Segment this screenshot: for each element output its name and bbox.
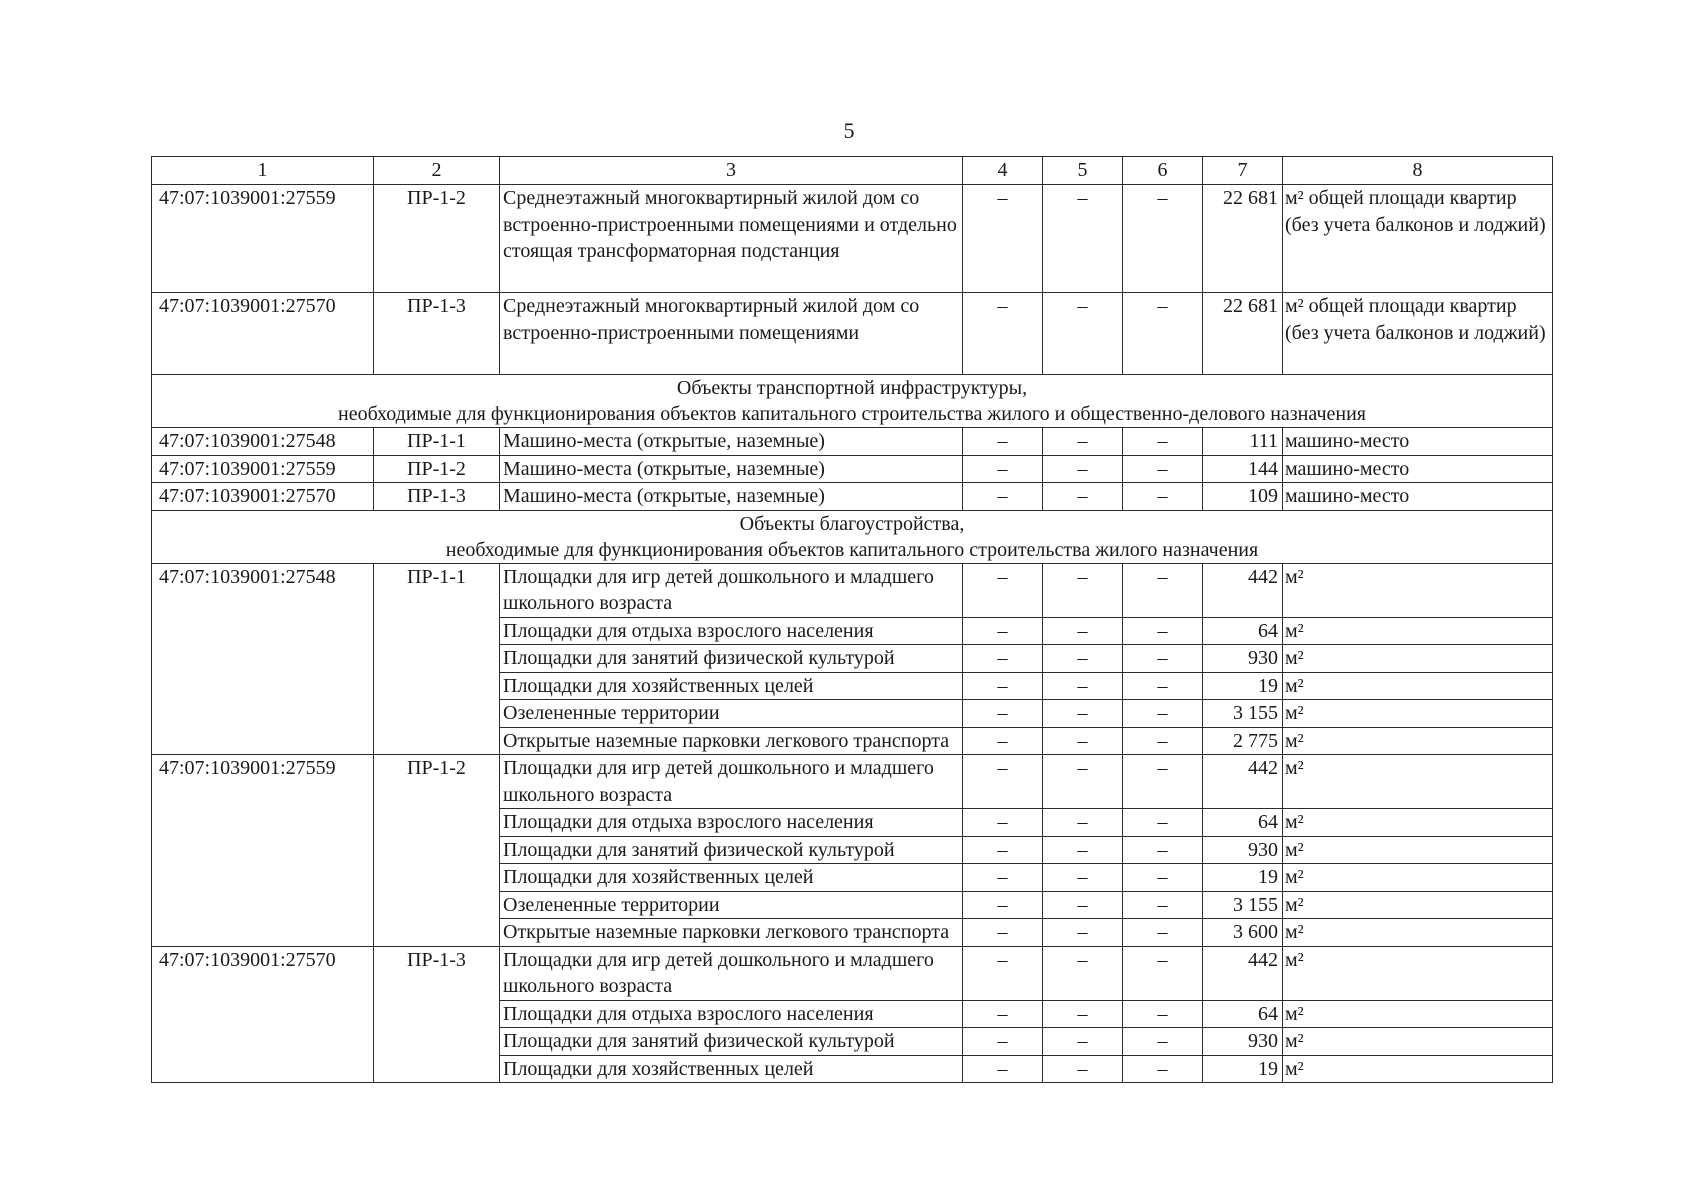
capacity-value: 930: [1203, 645, 1283, 673]
column-header: 1: [152, 157, 374, 185]
unit-of-measure: м²: [1283, 1000, 1553, 1028]
column-6-value: –: [1123, 645, 1203, 673]
capacity-value: 22 681: [1203, 185, 1283, 293]
zone-code: ПР-1-1: [374, 563, 500, 755]
unit-of-measure: м²: [1283, 727, 1553, 755]
zone-code: ПР-1-3: [374, 946, 500, 1083]
column-4-value: –: [963, 185, 1043, 293]
unit-of-measure: м²: [1283, 1055, 1553, 1083]
unit-of-measure: м² общей площади квартир (без учета балконов и лоджий): [1283, 185, 1553, 293]
zone-code: ПР-1-2: [374, 455, 500, 483]
section-title: Объекты благоустройства,: [739, 512, 965, 535]
column-4-value: –: [963, 428, 1043, 456]
capacity-value: 442: [1203, 563, 1283, 617]
column-5-value: –: [1043, 809, 1123, 837]
column-4-value: –: [963, 700, 1043, 728]
column-5-value: –: [1043, 700, 1123, 728]
capacity-value: 19: [1203, 1055, 1283, 1083]
capacity-value: 19: [1203, 672, 1283, 700]
table-row: [152, 946, 1553, 1000]
section-title: Объекты транспортной инфраструктуры,: [676, 377, 1028, 399]
column-4-value: –: [963, 455, 1043, 483]
column-4-value: –: [963, 563, 1043, 617]
column-5-value: –: [1043, 727, 1123, 755]
object-description: Площадки для отдыха взрослого населения: [500, 1000, 963, 1028]
column-5-value: –: [1043, 864, 1123, 892]
column-4-value: –: [963, 727, 1043, 755]
column-6-value: –: [1123, 836, 1203, 864]
column-4-value: –: [963, 946, 1043, 1000]
column-header: 7: [1203, 157, 1283, 185]
unit-of-measure: м²: [1283, 700, 1553, 728]
column-5-value: –: [1043, 185, 1123, 293]
column-6-value: –: [1123, 563, 1203, 617]
column-5-value: –: [1043, 293, 1123, 375]
table-row: [152, 428, 1553, 456]
column-6-value: –: [1123, 891, 1203, 919]
capacity-value: 144: [1203, 455, 1283, 483]
unit-of-measure: машино-место: [1283, 428, 1553, 456]
unit-of-measure: м²: [1283, 755, 1553, 809]
column-5-value: –: [1043, 672, 1123, 700]
column-5-value: –: [1043, 455, 1123, 483]
column-header: 5: [1043, 157, 1123, 185]
zone-code: ПР-1-2: [374, 755, 500, 947]
column-6-value: –: [1123, 946, 1203, 1000]
unit-of-measure: м²: [1283, 617, 1553, 645]
object-description: Площадки для занятий физической культурой: [500, 645, 963, 673]
column-6-value: –: [1123, 1000, 1203, 1028]
capacity-value: 64: [1203, 1000, 1283, 1028]
objects-table: [151, 156, 1553, 1083]
column-4-value: –: [963, 645, 1043, 673]
column-4-value: –: [963, 919, 1043, 947]
cadastral-number: 47:07:1039001:27548: [152, 563, 374, 755]
object-description: Открытые наземные парковки легкового транспорта: [500, 727, 963, 755]
object-description: Машино-места (открытые, наземные): [500, 428, 963, 456]
capacity-value: 64: [1203, 617, 1283, 645]
column-6-value: –: [1123, 1055, 1203, 1083]
cadastral-number: 47:07:1039001:27548: [152, 428, 374, 456]
column-4-value: –: [963, 483, 1043, 511]
object-description: Площадки для игр детей дошкольного и младшего школьного возраста: [500, 755, 963, 809]
object-description: Площадки для отдыха взрослого населения: [500, 617, 963, 645]
unit-of-measure: м² общей площади квартир (без учета балконов и лоджий): [1283, 293, 1553, 375]
column-5-value: –: [1043, 645, 1123, 673]
column-header: 8: [1283, 157, 1553, 185]
section-heading-row: [152, 510, 1553, 563]
column-5-value: –: [1043, 891, 1123, 919]
capacity-value: 3 600: [1203, 919, 1283, 947]
object-description: Площадки для хозяйственных целей: [500, 1055, 963, 1083]
unit-of-measure: м²: [1283, 864, 1553, 892]
column-6-value: –: [1123, 185, 1203, 293]
capacity-value: 64: [1203, 809, 1283, 837]
unit-of-measure: м²: [1283, 563, 1553, 617]
column-6-value: –: [1123, 455, 1203, 483]
unit-of-measure: м²: [1283, 919, 1553, 947]
column-5-value: –: [1043, 1028, 1123, 1056]
column-6-value: –: [1123, 293, 1203, 375]
column-5-value: –: [1043, 836, 1123, 864]
column-6-value: –: [1123, 1028, 1203, 1056]
column-4-value: –: [963, 755, 1043, 809]
capacity-value: 3 155: [1203, 891, 1283, 919]
page-number: 5: [843, 118, 855, 143]
column-6-value: –: [1123, 755, 1203, 809]
column-6-value: –: [1123, 428, 1203, 456]
column-5-value: –: [1043, 946, 1123, 1000]
zone-code: ПР-1-3: [374, 293, 500, 375]
column-5-value: –: [1043, 617, 1123, 645]
column-5-value: –: [1043, 563, 1123, 617]
unit-of-measure: м²: [1283, 645, 1553, 673]
object-description: Озелененные территории: [500, 700, 963, 728]
column-6-value: –: [1123, 919, 1203, 947]
unit-of-measure: машино-место: [1283, 455, 1553, 483]
column-4-value: –: [963, 891, 1043, 919]
table-row: [152, 483, 1553, 511]
capacity-value: 2 775: [1203, 727, 1283, 755]
table-row: [152, 563, 1553, 617]
capacity-value: 22 681: [1203, 293, 1283, 375]
object-description: Среднеэтажный многоквартирный жилой дом со встроенно-пристроенными помещениями: [500, 293, 963, 375]
capacity-value: 442: [1203, 946, 1283, 1000]
column-4-value: –: [963, 672, 1043, 700]
column-header: 2: [374, 157, 500, 185]
column-4-value: –: [963, 617, 1043, 645]
section-heading-landscaping: [152, 510, 1553, 563]
column-6-value: –: [1123, 483, 1203, 511]
object-description: Площадки для занятий физической культурой: [500, 836, 963, 864]
object-description: Машино-места (открытые, наземные): [500, 455, 963, 483]
cadastral-number: 47:07:1039001:27570: [152, 293, 374, 375]
section-heading-row: [152, 375, 1553, 428]
header-row: [152, 157, 1553, 185]
section-subtitle: необходимые для функционирования объектов капитального строительства жилого назначения: [445, 538, 1259, 561]
section-heading-transport: [152, 375, 1553, 428]
zone-code: ПР-1-2: [374, 185, 500, 293]
column-5-value: –: [1043, 919, 1123, 947]
column-4-value: –: [963, 1000, 1043, 1028]
object-description: Среднеэтажный многоквартирный жилой дом со встроенно-пристроенными помещениями и отдельно стоящая трансформаторная подстанция: [500, 185, 963, 293]
object-description: Площадки для хозяйственных целей: [500, 672, 963, 700]
column-4-value: –: [963, 1028, 1043, 1056]
object-description: Площадки для игр детей дошкольного и младшего школьного возраста: [500, 946, 963, 1000]
unit-of-measure: м²: [1283, 1028, 1553, 1056]
unit-of-measure: м²: [1283, 809, 1553, 837]
unit-of-measure: м²: [1283, 672, 1553, 700]
table-row: [152, 293, 1553, 375]
column-6-value: –: [1123, 864, 1203, 892]
object-description: Площадки для хозяйственных целей: [500, 864, 963, 892]
column-6-value: –: [1123, 617, 1203, 645]
column-5-value: –: [1043, 755, 1123, 809]
capacity-value: 109: [1203, 483, 1283, 511]
cadastral-number: 47:07:1039001:27570: [152, 483, 374, 511]
column-6-value: –: [1123, 809, 1203, 837]
column-5-value: –: [1043, 1000, 1123, 1028]
column-6-value: –: [1123, 727, 1203, 755]
object-description: Озелененные территории: [500, 891, 963, 919]
object-description: Площадки для занятий физической культурой: [500, 1028, 963, 1056]
unit-of-measure: м²: [1283, 891, 1553, 919]
object-description: Площадки для игр детей дошкольного и младшего школьного возраста: [500, 563, 963, 617]
capacity-value: 442: [1203, 755, 1283, 809]
column-header: 3: [500, 157, 963, 185]
object-description: Площадки для отдыха взрослого населения: [500, 809, 963, 837]
column-5-value: –: [1043, 428, 1123, 456]
capacity-value: 3 155: [1203, 700, 1283, 728]
capacity-value: 111: [1203, 428, 1283, 456]
capacity-value: 930: [1203, 1028, 1283, 1056]
unit-of-measure: м²: [1283, 836, 1553, 864]
cadastral-number: 47:07:1039001:27559: [152, 185, 374, 293]
column-number-header: [152, 157, 1553, 185]
cadastral-number: 47:07:1039001:27559: [152, 755, 374, 947]
cadastral-number: 47:07:1039001:27559: [152, 455, 374, 483]
table-row: [152, 455, 1553, 483]
table-row: [152, 755, 1553, 809]
column-header: 4: [963, 157, 1043, 185]
cadastral-number: 47:07:1039001:27570: [152, 946, 374, 1083]
column-6-value: –: [1123, 700, 1203, 728]
zone-code: ПР-1-3: [374, 483, 500, 511]
column-4-value: –: [963, 1055, 1043, 1083]
section-subtitle: необходимые для функционирования объектов капитального строительства жилого и общественно-делового назначения: [337, 403, 1367, 425]
table-row: [152, 185, 1553, 293]
column-4-value: –: [963, 809, 1043, 837]
unit-of-measure: машино-место: [1283, 483, 1553, 511]
column-5-value: –: [1043, 1055, 1123, 1083]
column-4-value: –: [963, 293, 1043, 375]
capacity-value: 930: [1203, 836, 1283, 864]
column-4-value: –: [963, 836, 1043, 864]
column-header: 6: [1123, 157, 1203, 185]
column-5-value: –: [1043, 483, 1123, 511]
column-4-value: –: [963, 864, 1043, 892]
object-description: Открытые наземные парковки легкового транспорта: [500, 919, 963, 947]
zone-code: ПР-1-1: [374, 428, 500, 456]
column-6-value: –: [1123, 672, 1203, 700]
object-description: Машино-места (открытые, наземные): [500, 483, 963, 511]
unit-of-measure: м²: [1283, 946, 1553, 1000]
capacity-value: 19: [1203, 864, 1283, 892]
